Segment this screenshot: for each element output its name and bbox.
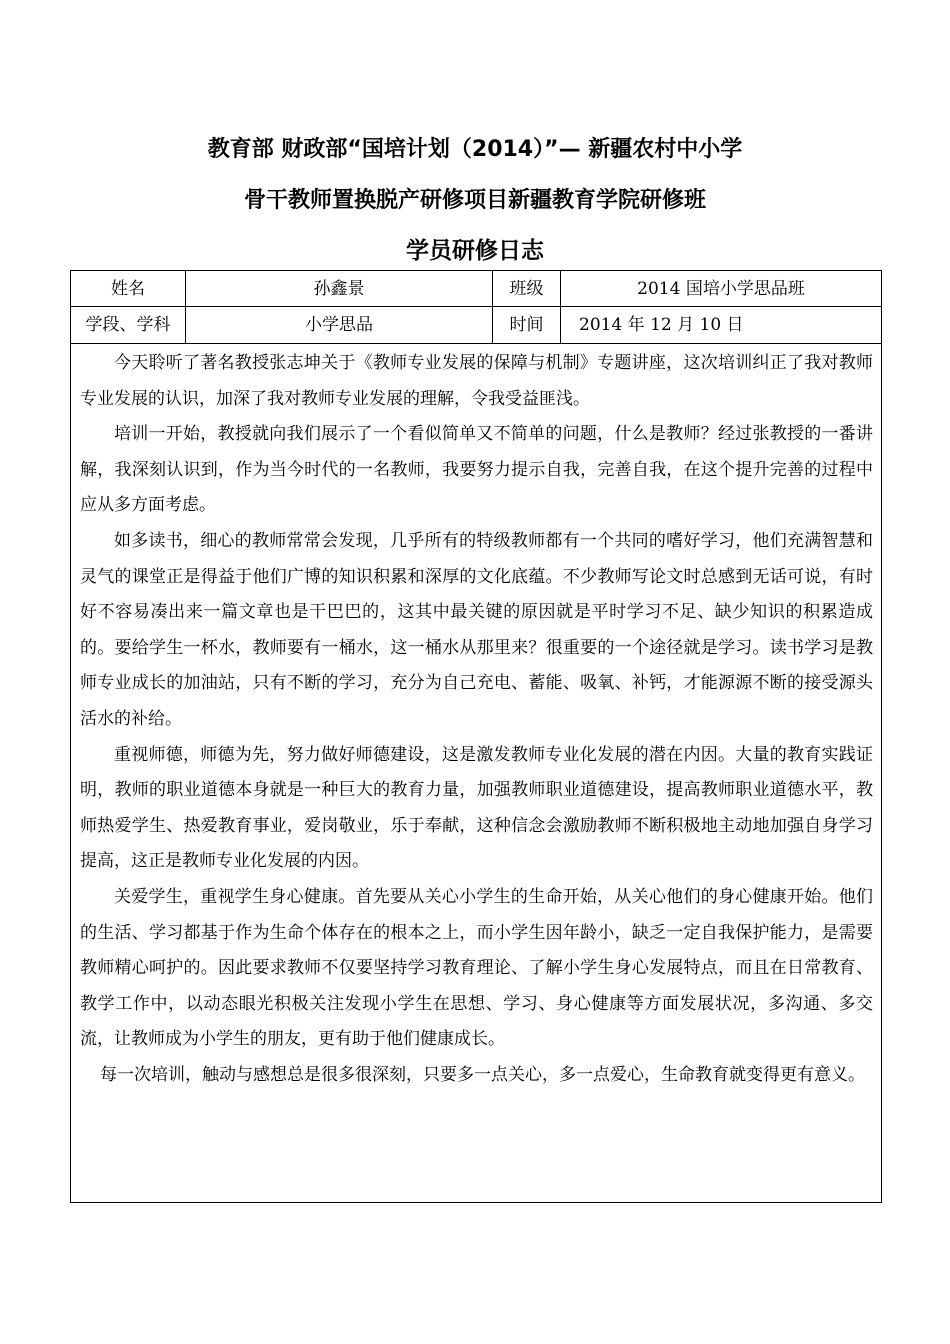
time-label: 时间 — [493, 307, 561, 344]
log-body — [71, 344, 882, 1203]
class-label: 班级 — [493, 271, 561, 307]
document-title-line-3: 学员研修日志 — [406, 238, 544, 264]
document-title-line-1: 教育部 财政部“国培计划（2014）”— 新疆农村中小学 — [207, 137, 743, 162]
paragraph: 如多读书，细心的教师常常会发现，几乎所有的特级教师都有一个共同的嗜好学习，他们充满智慧和灵气的课堂正是得益于他们广博的知识积累和深厚的文化底蕴。不少教师写论文时总感到无话可说，有时好不容易凑出来一篇文章也是干巴巴的，这其中最关键的原因就是平时学习不足、缺少知识的积累造成的。要给学生一杯水，教师要有一桶水，这一桶水从那里来？很重要的一个途径就是学习。读书学习是教师专业成长的加油站，只有不断的学习，充分为自己充电、蓄能、吸氧、补钙，才能源源不断的接受源头活水的补给。 — [80, 530, 873, 729]
info-row-1 — [71, 271, 882, 307]
paragraph: 培训一开始，教授就向我们展示了一个看似简单又不简单的问题，什么是教师？经过张教授的一番讲解，我深刻认识到，作为当今时代的一名教师，我要努力提示自我，完善自我，在这个提升完善的过程中应从多方面考虑。 — [80, 424, 873, 516]
name-label: 姓名 — [71, 271, 186, 307]
body-row — [71, 344, 882, 1203]
paragraph: 重视师德，师德为先，努力做好师德建设，这是激发教师专业化发展的潜在内因。大量的教育实践证明，教师的职业道德本身就是一种巨大的教育力量，加强教师职业道德建设，提高教师职业道德水平，教师热爱学生、热爱教育事业，爱岗敬业，乐于奉献，这种信念会激励教师不断积极地主动地加强自身学习提高，这正是教师专业化发展的内因。 — [80, 744, 873, 872]
document-title-line-2: 骨干教师置换脱产研修项目新疆教育学院研修班 — [243, 188, 706, 213]
paragraph: 今天聆听了著名教授张志坤关于《教师专业发展的保障与机制》专题讲座，这次培训纠正了我对教师专业发展的认识，加深了我对教师专业发展的理解，令我受益匪浅。 — [80, 353, 873, 409]
time-value: 2014 年 12 月 10 日 — [561, 307, 882, 344]
class-value: 2014 国培小学思品班 — [561, 271, 882, 307]
info-row-2 — [71, 307, 882, 344]
stage-subject-label: 学段、学科 — [71, 307, 186, 344]
stage-subject-value: 小学思品 — [186, 307, 493, 344]
paragraph: 每一次培训，触动与感想总是很多很深刻，只要多一点关心，多一点爱心，生命教育就变得更有意义。 — [100, 1064, 865, 1085]
paragraph: 关爱学生，重视学生身心健康。首先要从关心小学生的生命开始，从关心他们的身心健康开始。他们的生活、学习都基于作为生命个体存在的根本之上，而小学生因年龄小，缺乏一定自我保护能力，是需要教师精心呵护的。因此要求教师不仅要坚持学习教育理论、了解小学生身心发展特点，而且在日常教育、教学工作中，以动态眼光积极关注发现小学生在思想、学习、身心健康等方面发展状况，多沟通、多交流，让教师成为小学生的朋友，更有助于他们健康成长。 — [80, 886, 873, 1050]
name-value: 孙鑫景 — [186, 271, 493, 307]
study-log-table — [70, 270, 882, 1203]
